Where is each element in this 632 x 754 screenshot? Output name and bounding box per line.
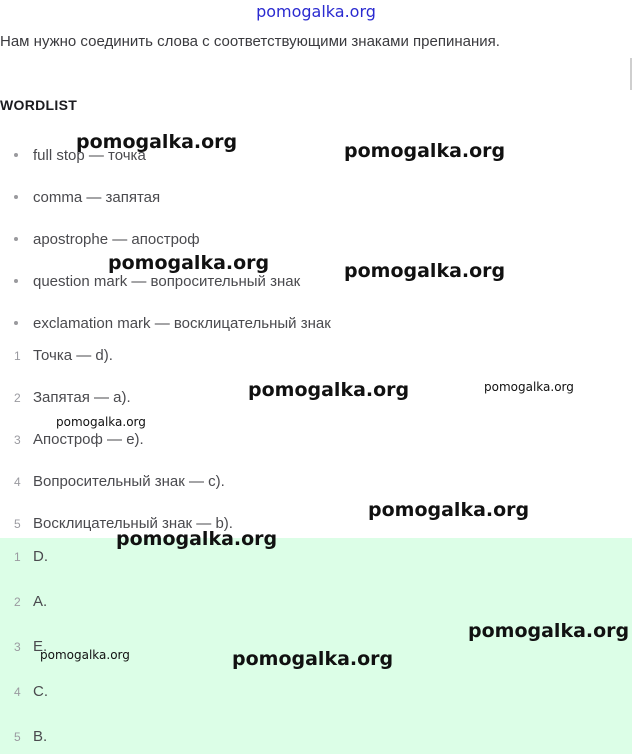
wordlist-item: apostrophe — апостроф xyxy=(14,231,200,248)
match-item: 4 Вопросительный знак — с). xyxy=(14,473,225,490)
bullet-icon xyxy=(14,321,18,325)
bullet-icon xyxy=(14,195,18,199)
watermark: pomogalka.org xyxy=(108,252,270,274)
answer-item: 1 D. xyxy=(14,548,48,565)
intro-text: Нам нужно соединить слова с соответствующими знаками препинания. xyxy=(0,33,500,50)
watermark: pomogalka.org xyxy=(484,380,574,394)
answer-item: 3 E. xyxy=(14,638,48,655)
wordlist-item: full stop — точка xyxy=(14,147,146,164)
match-item: 1 Точка — d). xyxy=(14,347,113,364)
wordlist-item: question mark — вопросительный знак xyxy=(14,273,300,290)
bullet-icon xyxy=(14,153,18,157)
watermark: pomogalka.org xyxy=(468,620,630,642)
wordlist-heading: WORDLIST xyxy=(0,97,78,113)
watermark: pomogalka.org xyxy=(368,499,530,521)
answer-item: 4 C. xyxy=(14,683,48,700)
watermark: pomogalka.org xyxy=(40,648,130,662)
match-item: 5 Восклицательный знак — b). xyxy=(14,515,233,532)
match-item: 2 Запятая — а). xyxy=(14,389,131,406)
bullet-icon xyxy=(14,237,18,241)
answer-item: 5 B. xyxy=(14,728,48,745)
watermark: pomogalka.org xyxy=(56,415,146,429)
watermark: pomogalka.org xyxy=(116,528,278,550)
watermark: pomogalka.org xyxy=(232,648,394,670)
watermark: pomogalka.org xyxy=(248,379,410,401)
watermark: pomogalka.org xyxy=(344,260,506,282)
answer-item: 2 A. xyxy=(14,593,48,610)
bullet-icon xyxy=(14,279,18,283)
wordlist-item: exclamation mark — восклицательный знак xyxy=(14,315,331,332)
answers-panel xyxy=(0,538,632,754)
top-watermark: pomogalka.org xyxy=(256,2,376,21)
watermark: pomogalka.org xyxy=(76,131,238,153)
watermark: pomogalka.org xyxy=(344,140,506,162)
match-item: 3 Апостроф — е). xyxy=(14,431,144,448)
wordlist-item: comma — запятая xyxy=(14,189,160,206)
